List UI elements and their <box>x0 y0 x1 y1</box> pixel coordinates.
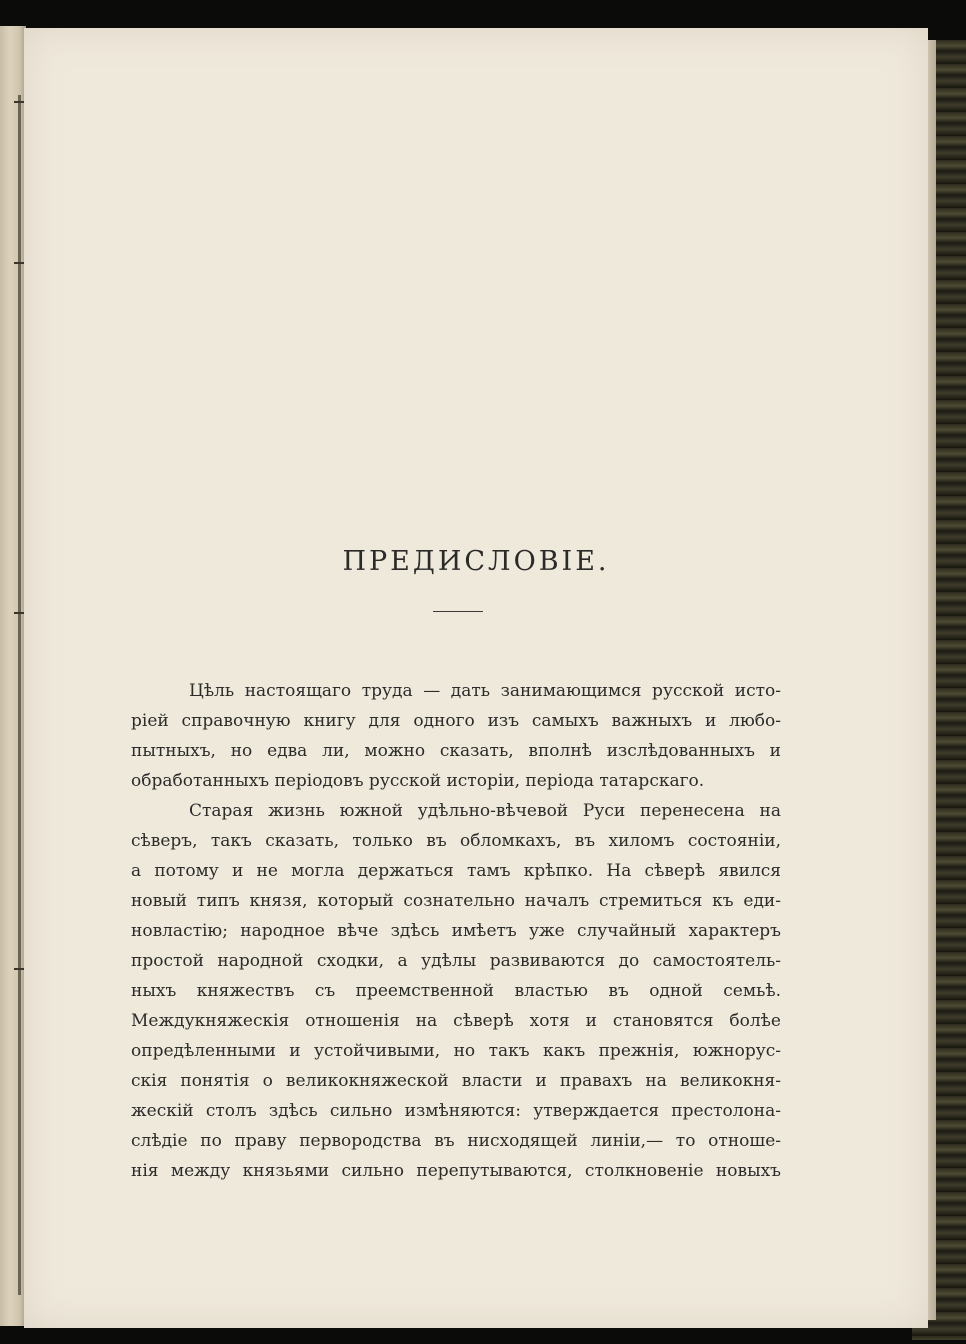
text-line: новый типъ князя, который сознательно началъ стремиться къ еди- <box>131 891 781 911</box>
text-line: пытныхъ, но едва ли, можно сказать, вполнѣ изслѣдованныхъ и <box>131 741 781 761</box>
page-heading: ПРЕДИСЛОВІЕ. <box>342 546 610 577</box>
text-line: Старая жизнь южной удѣльно-вѣчевой Руси перенесена на <box>189 801 781 821</box>
text-line: сѣверъ, такъ сказать, только въ обломкахъ, въ хиломъ состояніи, <box>131 831 781 851</box>
text-line: обработанныхъ періодовъ русской исторіи, періода татарскаго. <box>131 771 705 791</box>
text-line: Цѣль настоящаго труда — дать занимающимся русской исто- <box>189 681 781 701</box>
heading-rule <box>433 611 483 612</box>
text-line: скія понятія о великокняжеской власти и правахъ на великокня- <box>131 1071 781 1091</box>
text-line: слѣдіе по праву первородства въ нисходящей линіи,— то отноше- <box>131 1131 781 1151</box>
text-line: ріей справочную книгу для одного изъ самыхъ важныхъ и любо- <box>131 711 781 731</box>
book-page <box>24 28 928 1328</box>
text-line: новластію; народное вѣче здѣсь имѣетъ уже случайный характеръ <box>131 921 781 941</box>
text-line: жескій столъ здѣсь сильно измѣняются: утверждается престолона- <box>131 1101 781 1121</box>
previous-page-edge <box>0 26 26 1326</box>
preface-text <box>131 676 781 1186</box>
text-line: опредѣленными и устойчивыми, но такъ какъ прежнія, южнорус- <box>131 1041 781 1061</box>
text-line: нія между князьями сильно перепутываются, столкновеніе новыхъ <box>131 1161 781 1181</box>
text-line: простой народной сходки, а удѣлы развиваются до самостоятель- <box>131 951 781 971</box>
text-line: ныхъ княжествъ съ преемственной властью въ одной семьѣ. <box>131 981 781 1001</box>
text-line: а потому и не могла держаться тамъ крѣпко. На сѣверѣ явился <box>131 861 781 881</box>
binding-thread <box>18 95 21 1295</box>
text-line: Междукняжескія отношенія на сѣверѣ хотя и становятся болѣе <box>131 1011 781 1031</box>
